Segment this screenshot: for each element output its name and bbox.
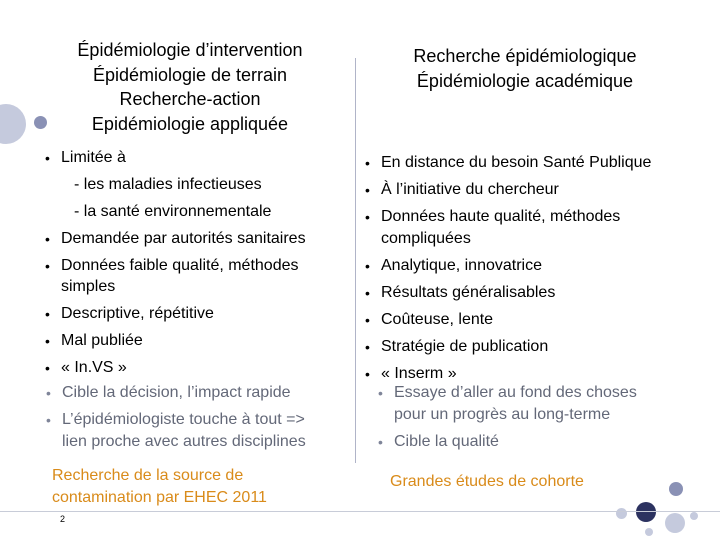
right-item-strategie: • Stratégie de publication bbox=[381, 337, 548, 357]
right-item-initiative: • À l’initiative du chercheur bbox=[381, 180, 559, 200]
left-item-cible-decision: • Cible la décision, l’impact rapide bbox=[62, 383, 291, 403]
left-heading-line-1: Épidémiologie d’intervention bbox=[77, 40, 303, 60]
right-item-essaye: • Essaye d’aller au fond des choses bbox=[394, 383, 637, 403]
right-heading bbox=[365, 44, 685, 93]
right-heading-line-2: Épidémiologie académique bbox=[416, 70, 634, 91]
left-item-mal-publiee: • Mal publiée bbox=[61, 331, 143, 351]
left-item-donnees: • Données faible qualité, méthodes bbox=[61, 256, 299, 276]
footer-rule bbox=[0, 511, 720, 512]
left-subitem-maladies: - les maladies infectieuses bbox=[74, 176, 262, 193]
left-footer-line-1: Recherche de la source de bbox=[52, 467, 244, 484]
right-item-donnees: • Données haute qualité, méthodes bbox=[381, 207, 620, 227]
column-divider bbox=[355, 58, 356, 463]
deco-circle-large bbox=[0, 104, 26, 144]
deco-dot-3 bbox=[636, 502, 656, 522]
deco-dot-5 bbox=[690, 512, 698, 520]
deco-dot-4 bbox=[665, 513, 685, 533]
deco-dot-6 bbox=[645, 528, 653, 536]
right-item-essaye-cont: pour un progrès au long-terme bbox=[394, 406, 611, 423]
page-number: 2 bbox=[60, 514, 66, 524]
left-item-touche-a-tout: • L’épidémiologiste touche à tout => bbox=[62, 410, 305, 430]
right-item-distance: • En distance du besoin Santé Publique bbox=[381, 153, 651, 173]
left-subitem-sante: - la santé environnementale bbox=[74, 203, 272, 220]
right-footer-example: Grandes études de cohorte bbox=[390, 473, 584, 490]
right-item-analytique: • Analytique, innovatrice bbox=[381, 256, 542, 276]
left-item-donnees-cont: simples bbox=[61, 278, 116, 295]
right-item-cible-qualite: • Cible la qualité bbox=[394, 432, 499, 452]
left-heading bbox=[40, 38, 340, 136]
left-heading-line-2: Épidémiologie de terrain bbox=[92, 64, 288, 85]
right-item-couteuse: • Coûteuse, lente bbox=[381, 310, 493, 330]
left-heading-line-4: Epidémiologie appliquée bbox=[91, 113, 289, 134]
left-item-invs: • « In.VS » bbox=[61, 358, 127, 378]
right-item-donnees-cont: compliquées bbox=[381, 230, 471, 247]
right-item-inserm: • « Inserm » bbox=[381, 364, 457, 384]
left-footer-example bbox=[52, 465, 267, 509]
deco-dot-2 bbox=[616, 508, 627, 519]
left-item-descriptive: • Descriptive, répétitive bbox=[61, 304, 214, 324]
deco-dot-1 bbox=[669, 482, 683, 496]
left-item-demandee: • Demandée par autorités sanitaires bbox=[61, 229, 306, 249]
right-item-resultats: • Résultats généralisables bbox=[381, 283, 555, 303]
left-item-limitee: • Limitée à bbox=[61, 148, 126, 168]
left-item-touche-a-tout-cont: lien proche avec autres disciplines bbox=[62, 433, 306, 450]
left-heading-line-3: Recherche-action bbox=[119, 89, 261, 109]
left-footer-line-2: contamination par EHEC 2011 bbox=[52, 489, 267, 506]
right-heading-line-1: Recherche épidémiologique bbox=[413, 46, 637, 66]
